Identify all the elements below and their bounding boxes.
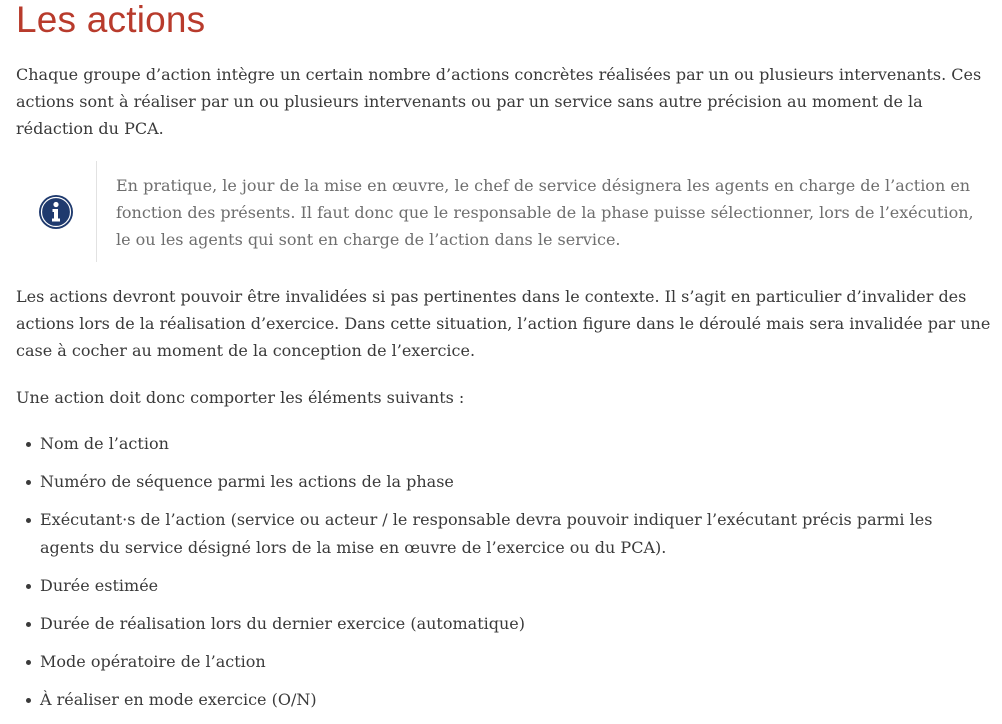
bullet-icon [26, 584, 31, 589]
list-item [16, 610, 991, 638]
bullet-icon [26, 660, 31, 665]
list-item-text: Numéro de séquence parmi les actions de la phase [40, 472, 454, 491]
list-item [16, 648, 991, 676]
list-intro: Une action doit donc comporter les éléments suivants : [16, 388, 465, 407]
info-note [16, 161, 991, 262]
bullet-icon [26, 622, 31, 627]
note-text: En pratique, le jour de la mise en œuvre, le chef de service désignera les agents en charge de l’action en fonction des présents. Il faut donc que le responsable de la phase puisse sélectionner, lors de l’exécution, le ou les agents qui sont en charge de l’action dans le service. [116, 176, 974, 249]
intro-paragraph: Chaque groupe d’action intègre un certain nombre d’actions concrètes réalisées par un ou plusieurs intervenants. Ces actions sont à réaliser par un ou plusieurs intervenants ou par un service sans autre précision au moment de la rédaction du PCA. [16, 65, 982, 138]
list-item-text: Nom de l’action [40, 434, 169, 453]
bullet-icon [26, 698, 31, 703]
list-item [16, 430, 991, 458]
list-item [16, 468, 991, 496]
bullet-icon [26, 518, 31, 523]
invalidation-paragraph: Les actions devront pouvoir être invalidées si pas pertinentes dans le contexte. Il s’agit en particulier d’invalider des actions lors de la réalisation d’exercice. Dans cette situation, l’action figure dans le déroulé mais sera invalidée par une case à cocher au moment de la conception de l’exercice. [16, 287, 991, 360]
list-item-text: Durée de réalisation lors du dernier exercice (automatique) [40, 614, 525, 633]
list-item [16, 506, 991, 562]
list-item [16, 572, 991, 600]
elements-list [16, 430, 991, 724]
info-icon-graphic [38, 194, 74, 230]
info-icon [38, 194, 74, 230]
list-item [16, 686, 991, 714]
list-item-text: Mode opératoire de l’action [40, 652, 266, 671]
list-item-text: Exécutant·s de l’action (service ou acteur / le responsable devra pouvoir indiquer l’exécutant précis parmi les agents du service désigné lors de la mise en œuvre de l’exercice ou du PCA). [40, 510, 933, 557]
list-item-text: Durée estimée [40, 576, 159, 595]
bullet-icon [26, 442, 31, 447]
page-title: Les actions [16, 0, 206, 40]
note-divider [96, 161, 97, 262]
list-item-text: À réaliser en mode exercice (O/N) [40, 690, 317, 709]
bullet-icon [26, 480, 31, 485]
